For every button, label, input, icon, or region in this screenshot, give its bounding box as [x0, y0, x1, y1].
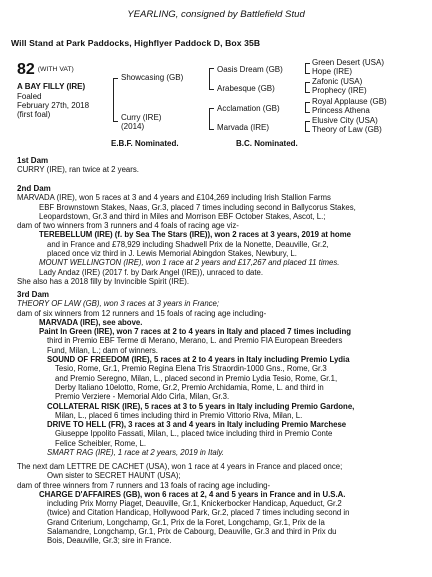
lot-number-block: [17, 61, 74, 79]
lot-number: 82: [17, 61, 35, 78]
first-dam-section: [17, 156, 139, 175]
horse-name: A BAY FILLY (IRE): [17, 82, 86, 91]
third-dam-line: third in Premio EBF Terme di Merano, Merano, L. and Premio FIA European Breeders: [47, 336, 343, 346]
pedigree-sds: Zafonic (USA): [312, 77, 363, 86]
next-dam-line: The next dam LETTRE DE CACHET (USA), won 1 race at 4 years in France and placed once;: [17, 462, 343, 471]
pedigree-dam: Curry (IRE): [121, 113, 162, 122]
third-dam-line: Derby Italiano 10elotto, Rome, Gr.2, Premio Archidamia, Rome, L. and third in: [55, 382, 324, 392]
next-dam-line: (twice) and Citation Handicap, Hollywood Park, Gr.2, placed 7 times including second in: [47, 508, 350, 518]
pedigree-dsd: Princess Athena: [312, 106, 370, 115]
first-dam-text: CURRY (IRE), ran twice at 2 years.: [17, 165, 139, 175]
second-dam-line: MARVADA (IRE), won 5 races at 3 and 4 years and £104,269 including Irish Stallion Farms: [17, 193, 331, 203]
next-dam-section: [17, 462, 350, 546]
pedigree-bracket-dam: [209, 108, 214, 130]
pedigree-sss: Green Desert (USA): [312, 58, 385, 67]
second-dam-line: TEREBELLUM (IRE) (f. by Sea The Stars (IRE)), won 2 races at 3 years, 2019 at home: [39, 230, 351, 240]
pedigree-dam-dam: Marvada (IRE): [217, 123, 270, 132]
pedigree-bracket-main: [113, 78, 118, 122]
catalogue-header: YEARLING, consigned by Battlefield Stud: [127, 9, 305, 20]
first-foal-note: (first foal): [17, 110, 51, 119]
second-dam-line: dam of two winners from 3 runners and 4 foals of racing age viz-: [17, 221, 239, 231]
pedigree-bracket-ds: [305, 102, 310, 113]
next-dam-line: Grand Criterium, Longchamp, Gr.1, Prix de la Foret, Longchamp, Gr.1, Prix de la: [47, 517, 325, 527]
pedigree-sdd: Prophecy (IRE): [312, 86, 367, 95]
pedigree-dam-year: (2014): [121, 122, 145, 131]
third-dam-line: Premio Verziere - Memorial Aldo Cirla, Milan, Gr.3.: [55, 392, 230, 402]
third-dam-line: dam of six winners from 12 runners and 15 foals of racing age including-: [17, 308, 267, 318]
second-dam-line: placed once viz third in J. Lewis Memorial Abingdon Stakes, Newbury, L.: [47, 249, 297, 259]
third-dam-line: Tesio, Rome, Gr.1, Premio Regina Elena Tris Straordin-1000 Gns., Rome, Gr.3: [55, 364, 327, 374]
second-dam-line: She also has a 2018 filly by Invincible Spirit (IRE).: [17, 276, 190, 286]
second-dam-line: Lady Andaz (IRE) (2017 f. by Dark Angel (IRE)), unraced to date.: [39, 267, 264, 277]
third-dam-line: SOUND OF FREEDOM (IRE), 5 races at 2 to 4 years in Italy including Premio Lydia: [47, 355, 350, 365]
pedigree-bracket-dd: [305, 121, 310, 132]
first-dam-heading: 1st Dam: [17, 156, 49, 165]
next-dam-line: Salamandre, Longchamp, Gr.1, Prix de Cabourg, Deauville, Gr.3 and third in Prix du: [47, 527, 337, 537]
second-dam-line: EBF Brownstown Stakes, Naas, Gr.3, placed 7 times including second in Ballycorus Stakes,: [39, 202, 356, 212]
pedigree-sire: Showcasing (GB): [121, 73, 184, 82]
next-dam-line: Bois, Deauville, Gr.3; sire in France.: [47, 536, 172, 546]
second-dam-line: MOUNT WELLINGTON (IRE), won 1 race at 2 years and £17,267 and placed 11 times.: [39, 258, 340, 268]
third-dam-line: Fund, Milan, L.; dam of winners.: [47, 345, 158, 355]
third-dam-line: and Premio Seregno, Milan, L., placed second in Premio Lydia Tesio, Rome, Gr.1,: [55, 373, 338, 383]
pedigree-bracket-sire: [209, 68, 214, 90]
pedigree-dam-sire: Acclamation (GB): [217, 104, 280, 113]
pedigree-sire-sire: Oasis Dream (GB): [217, 65, 283, 74]
third-dam-section: [17, 290, 354, 457]
vat-note: (WITH VAT): [37, 66, 74, 73]
third-dam-line: Felice Scheibler, Rome, L.: [55, 438, 147, 448]
foaled-date: February 27th, 2018: [17, 101, 90, 110]
next-dam-line: dam of three winners from 7 runners and 13 foals of racing age including-: [17, 480, 271, 490]
third-dam-line: Paint In Green (IRE), won 7 races at 2 to 4 years in Italy and placed 7 times including: [39, 327, 351, 337]
third-dam-line: Giuseppe Ippolito Fassati, Milan, L., placed twice including third in Premio Conte: [55, 429, 333, 439]
pedigree-bracket-ss: [305, 63, 310, 74]
next-dam-line: CHARGE D'AFFAIRES (GB), won 6 races at 2, 4 and 5 years in France and in U.S.A.: [39, 489, 346, 499]
second-dam-heading: 2nd Dam: [17, 184, 51, 193]
ebf-nominated: E.B.F. Nominated.: [111, 139, 179, 148]
next-dam-line: including Prix Morny Piaget, Deauville, Gr.1, Knickerbocker Handicap, Aqueduct, Gr.2: [47, 499, 342, 509]
pedigree-sire-dam: Arabesque (GB): [217, 84, 275, 93]
pedigree-dds: Elusive City (USA): [312, 116, 378, 125]
third-dam-line: MARVADA (IRE), see above.: [39, 317, 143, 327]
third-dam-line: SMART RAG (IRE), 1 race at 2 years, 2019 in Italy.: [47, 448, 224, 458]
pedigree-ddd: Theory of Law (GB): [312, 125, 382, 134]
third-dam-line: Milan, L., placed 6 times including third in Premio Vittorio Riva, Milan, L.: [55, 410, 303, 420]
second-dam-line: and in France and £78,929 including Shadwell Prix de la Nonette, Deauville, Gr.2,: [47, 239, 329, 249]
stand-location: Will Stand at Park Paddocks, Highflyer Paddock D, Box 35B: [11, 38, 261, 48]
second-dam-section: [17, 184, 356, 286]
pedigree-dss: Royal Applause (GB): [312, 97, 387, 106]
third-dam-heading: 3rd Dam: [17, 290, 50, 299]
foaled-label: Foaled: [17, 92, 42, 101]
pedigree-ssd: Hope (IRE): [312, 67, 353, 76]
bc-nominated: B.C. Nominated.: [236, 139, 298, 148]
third-dam-line: THEORY OF LAW (GB), won 3 races at 3 years in France;: [17, 299, 220, 309]
third-dam-line: DRIVE TO HELL (FR), 3 races at 3 and 4 years in Italy including Premio Marchese: [47, 420, 347, 430]
third-dam-line: COLLATERAL RISK (IRE), 5 races at 3 to 5 years in Italy including Premio Gardone,: [47, 401, 355, 411]
pedigree-bracket-sd: [305, 82, 310, 93]
second-dam-line: Leopardstown, Gr.3 and third in Miles and Morrison EBF October Stakes, Ascot, L.;: [39, 211, 326, 221]
next-dam-line: Own sister to SECRET HAUNT (USA);: [47, 471, 181, 481]
